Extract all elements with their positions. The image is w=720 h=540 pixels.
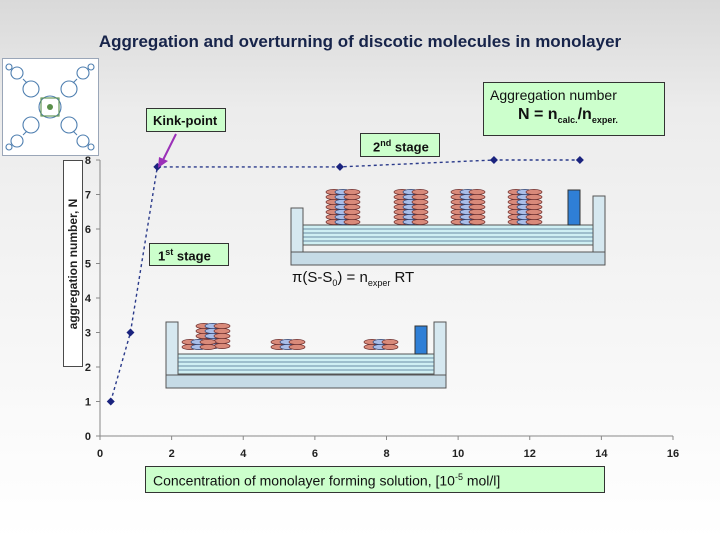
stage1-label: 1st stage <box>149 243 229 266</box>
surface-pressure-equation: $\pi(S-S_0) = n_{exper}$ RT <box>292 269 415 288</box>
disc-stack <box>451 189 485 224</box>
barrier-stage1 <box>415 326 427 354</box>
x-tick-label: 2 <box>168 448 175 460</box>
x-tick-label: 16 <box>666 448 680 460</box>
y-tick-label: 2 <box>84 362 91 374</box>
x-axis-label: Concentration of monolayer forming solution, [$10^{-5}$ mol/l] <box>145 466 605 493</box>
data-point <box>107 398 115 406</box>
y-axis-label: aggregation number, N <box>66 198 80 329</box>
axis-ticks <box>85 155 679 460</box>
x-tick-label: 12 <box>523 448 536 460</box>
barrier-stage2 <box>568 190 580 225</box>
disc-stacks-stage2 <box>326 189 542 224</box>
x-tick-label: 10 <box>452 448 465 460</box>
disc-stack <box>326 189 360 224</box>
data-point <box>126 329 134 337</box>
disc-stack <box>271 339 305 349</box>
disc-stack <box>182 339 216 349</box>
disc-stack <box>394 189 428 224</box>
stage2-label: 2nd stage <box>360 133 440 157</box>
disc-stack <box>508 189 542 224</box>
axes <box>100 160 673 436</box>
x-tick-label: 4 <box>240 448 247 460</box>
y-tick-label: 0 <box>84 431 91 443</box>
x-tick-label: 8 <box>383 448 390 460</box>
y-tick-label: 7 <box>84 189 91 202</box>
aggregation-number-title: Aggregation number <box>490 87 617 103</box>
disc-stack <box>364 339 398 349</box>
aggregation-number-box <box>483 82 665 136</box>
kink-point-label: Kink-point <box>146 108 226 132</box>
kink-arrow <box>158 134 176 168</box>
x-tick-label: 0 <box>96 448 104 460</box>
x-tick-label: 6 <box>311 448 318 460</box>
disc-stacks-stage1 <box>182 323 398 349</box>
y-tick-label: 1 <box>84 396 91 409</box>
y-tick-label: 6 <box>84 224 91 236</box>
slide-title: Aggregation and overturning of discotic molecules in monolayer <box>98 32 622 51</box>
y-tick-label: 3 <box>84 327 91 340</box>
y-tick-label: 4 <box>84 293 91 305</box>
y-tick-label: 8 <box>84 155 91 167</box>
data-point <box>576 156 584 164</box>
aggregation-formula: $N = n_{calc.}/n_{exper.}$ <box>518 106 618 126</box>
x-tick-label: 14 <box>595 448 608 460</box>
data-point <box>490 156 498 164</box>
data-point <box>336 163 344 171</box>
y-tick-label: 5 <box>84 258 91 271</box>
y-axis-label-box <box>63 160 83 367</box>
